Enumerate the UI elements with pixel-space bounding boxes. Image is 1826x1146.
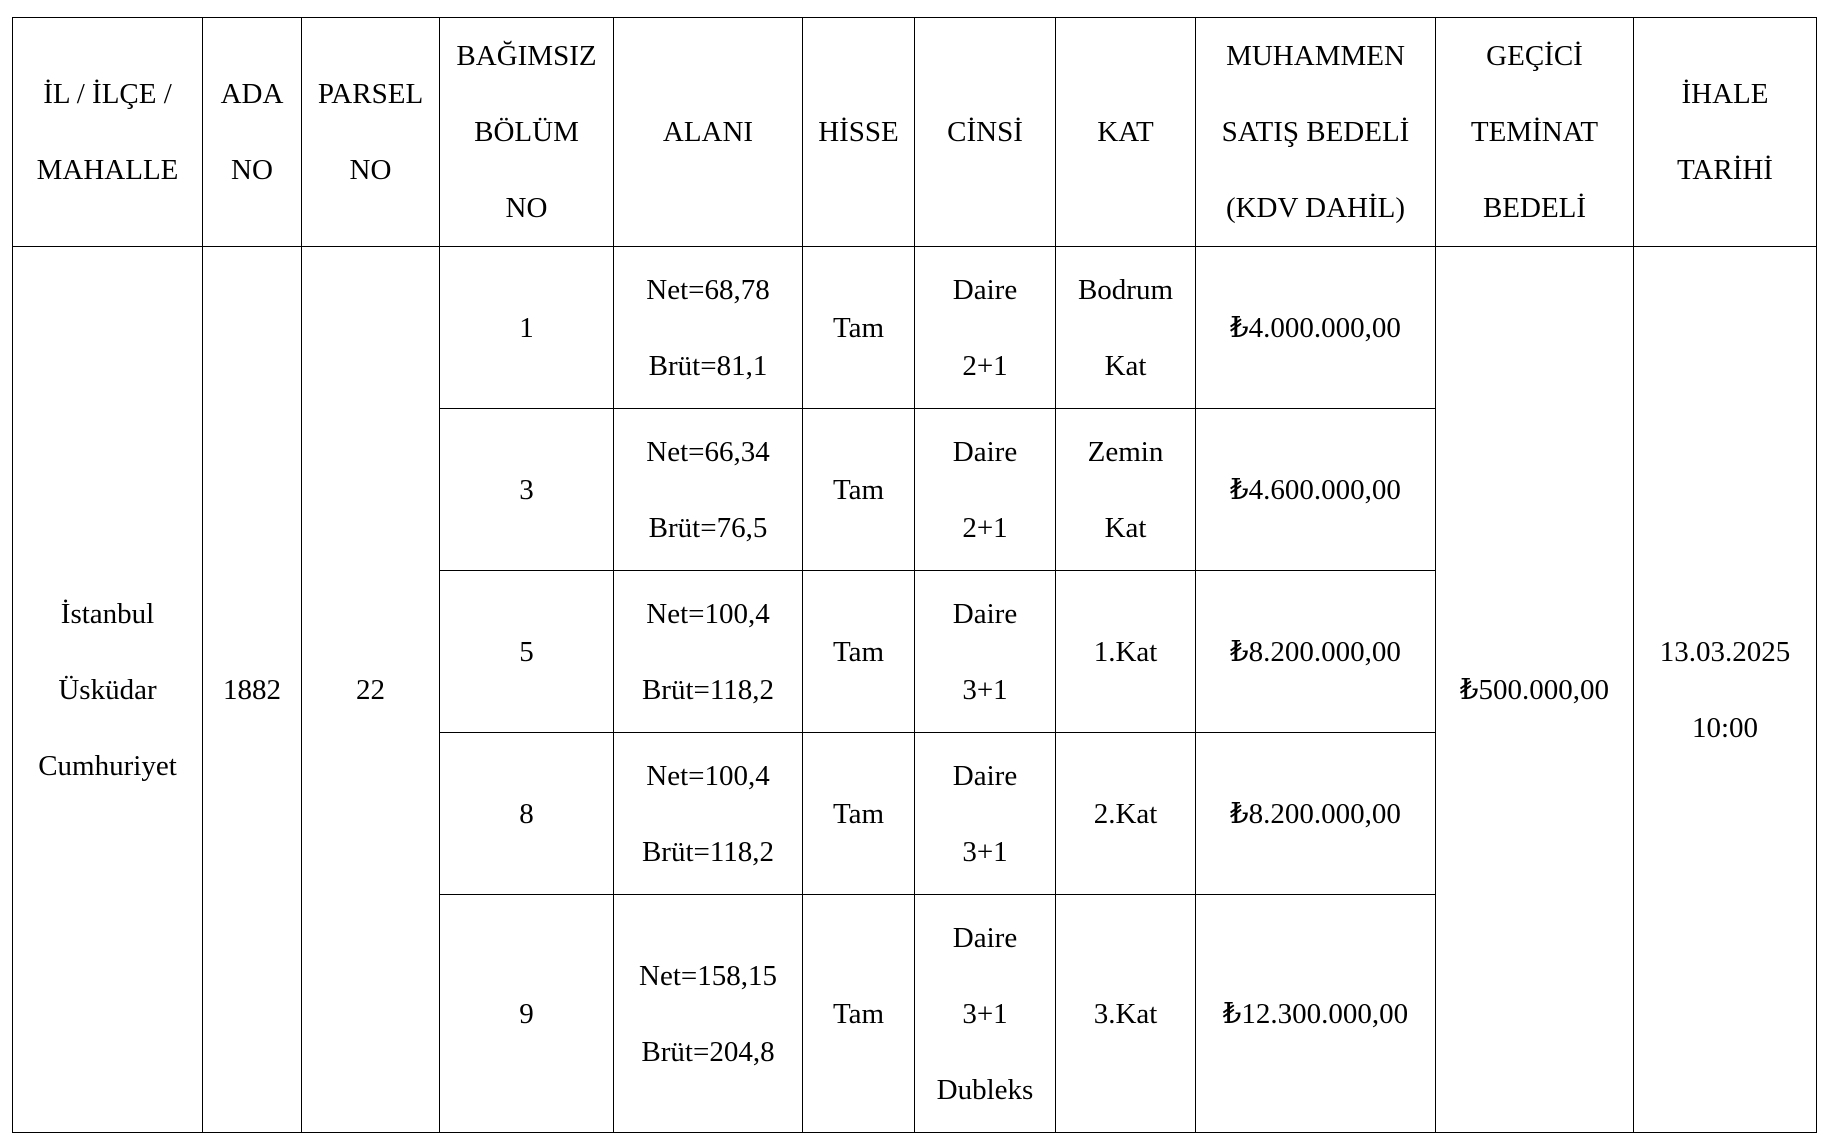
header-row <box>13 18 1817 247</box>
unit-no-cell: 5 <box>440 571 614 733</box>
area-cell: Net=158,15 Brüt=204,8 <box>614 895 803 1133</box>
unit-no-cell: 1 <box>440 247 614 409</box>
price-cell: ₺12.300.000,00 <box>1196 895 1436 1133</box>
type-cell: Daire 3+1 Dubleks <box>915 895 1056 1133</box>
floor-cell: 1.Kat <box>1056 571 1196 733</box>
header-type: CİNSİ <box>915 18 1056 247</box>
floor-cell: Bodrum Kat <box>1056 247 1196 409</box>
location-cell: İstanbul Üsküdar Cumhuriyet <box>13 247 203 1133</box>
floor-cell: 3.Kat <box>1056 895 1196 1133</box>
area-cell: Net=100,4 Brüt=118,2 <box>614 571 803 733</box>
share-cell: Tam <box>803 895 915 1133</box>
unit-no-cell: 3 <box>440 409 614 571</box>
share-cell: Tam <box>803 409 915 571</box>
share-cell: Tam <box>803 247 915 409</box>
share-cell: Tam <box>803 733 915 895</box>
ada-no-cell: 1882 <box>203 247 302 1133</box>
price-cell: ₺4.000.000,00 <box>1196 247 1436 409</box>
header-auction-date: İHALE TARİHİ <box>1634 18 1817 247</box>
floor-cell: 2.Kat <box>1056 733 1196 895</box>
header-location: İL / İLÇE / MAHALLE <box>13 18 203 247</box>
header-unit-no: BAĞIMSIZ BÖLÜM NO <box>440 18 614 247</box>
unit-no-cell: 8 <box>440 733 614 895</box>
auction-document <box>12 17 1817 1133</box>
type-cell: Daire 3+1 <box>915 571 1056 733</box>
unit-no-cell: 9 <box>440 895 614 1133</box>
price-cell: ₺8.200.000,00 <box>1196 733 1436 895</box>
area-cell: Net=66,34 Brüt=76,5 <box>614 409 803 571</box>
header-area: ALANI <box>614 18 803 247</box>
type-cell: Daire 2+1 <box>915 409 1056 571</box>
floor-cell: Zemin Kat <box>1056 409 1196 571</box>
area-cell: Net=100,4 Brüt=118,2 <box>614 733 803 895</box>
guarantee-cell: ₺500.000,00 <box>1436 247 1634 1133</box>
header-floor: KAT <box>1056 18 1196 247</box>
parsel-no-cell: 22 <box>302 247 440 1133</box>
header-guarantee: GEÇİCİ TEMİNAT BEDELİ <box>1436 18 1634 247</box>
header-share: HİSSE <box>803 18 915 247</box>
price-cell: ₺4.600.000,00 <box>1196 409 1436 571</box>
table-row <box>13 247 1817 409</box>
header-parsel-no: PARSEL NO <box>302 18 440 247</box>
area-cell: Net=68,78 Brüt=81,1 <box>614 247 803 409</box>
header-estimated-price: MUHAMMEN SATIŞ BEDELİ (KDV DAHİL) <box>1196 18 1436 247</box>
header-ada-no: ADA NO <box>203 18 302 247</box>
price-cell: ₺8.200.000,00 <box>1196 571 1436 733</box>
type-cell: Daire 3+1 <box>915 733 1056 895</box>
auction-date-cell: 13.03.2025 10:00 <box>1634 247 1817 1133</box>
type-cell: Daire 2+1 <box>915 247 1056 409</box>
auction-table <box>12 17 1817 1133</box>
share-cell: Tam <box>803 571 915 733</box>
